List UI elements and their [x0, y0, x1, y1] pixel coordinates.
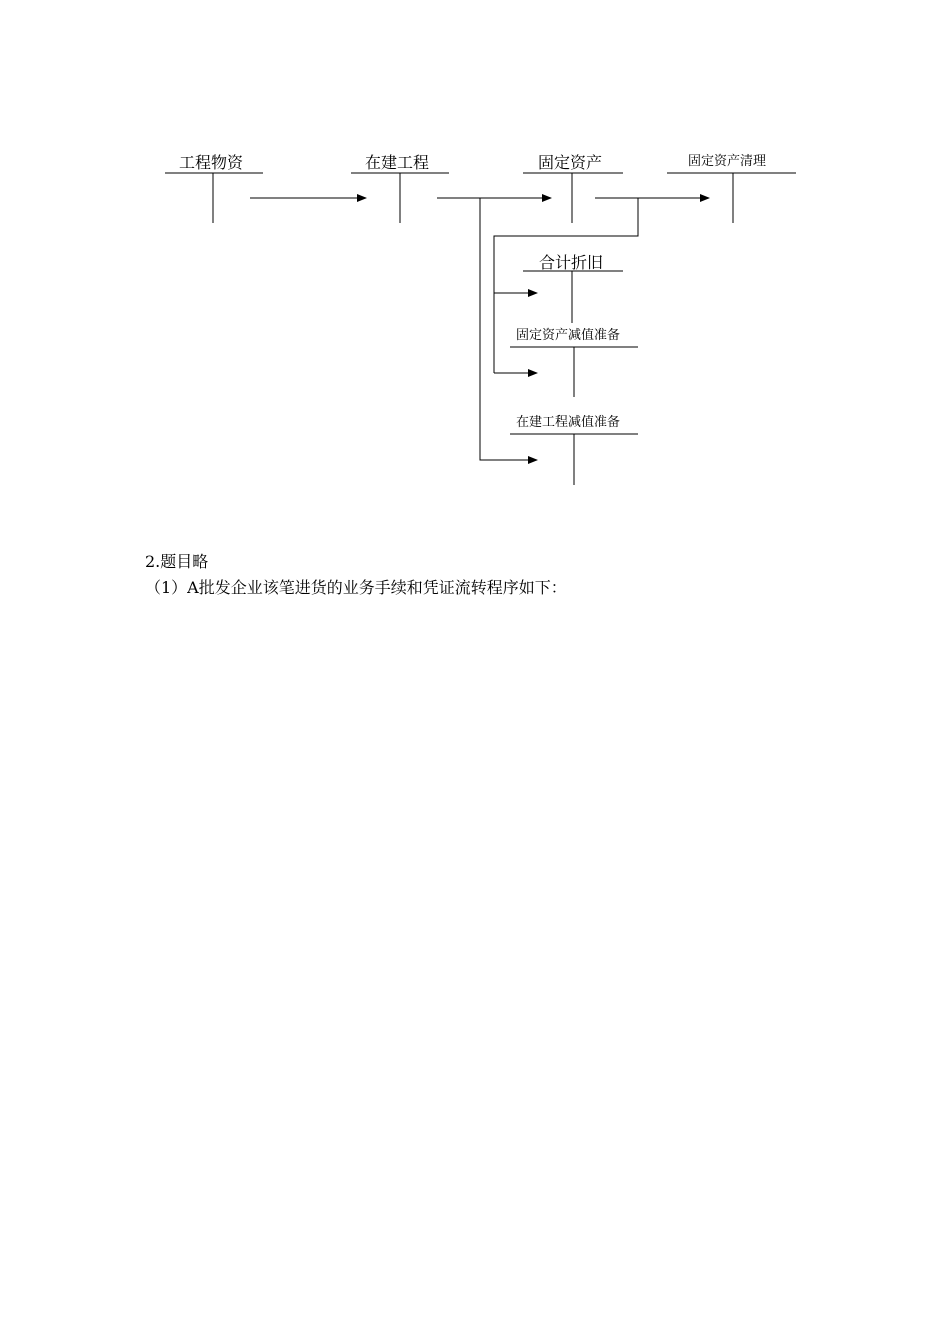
section-heading: 2.题目略	[145, 552, 209, 571]
account-label-construction-in-progress: 在建工程	[365, 153, 430, 172]
account-label-fixed-assets: 固定资产	[538, 153, 603, 172]
t-account-fixed-asset-impairment	[510, 347, 638, 397]
account-label-engineering-materials: 工程物资	[179, 153, 244, 172]
item-text: （1）A批发企业该笔进货的业务手续和凭证流转程序如下：	[145, 578, 567, 597]
t-account-engineering-materials	[165, 173, 263, 223]
account-flow-diagram	[0, 0, 950, 520]
account-label-construction-impairment: 在建工程减值准备	[516, 415, 621, 430]
t-account-accumulated-depreciation	[523, 271, 623, 323]
account-label-fixed-asset-impairment: 固定资产减值准备	[516, 328, 621, 343]
diagram-lines	[0, 0, 950, 520]
account-label-accumulated-depreciation: 合计折旧	[539, 253, 604, 272]
account-label-fixed-asset-disposal: 固定资产清理	[688, 154, 767, 169]
